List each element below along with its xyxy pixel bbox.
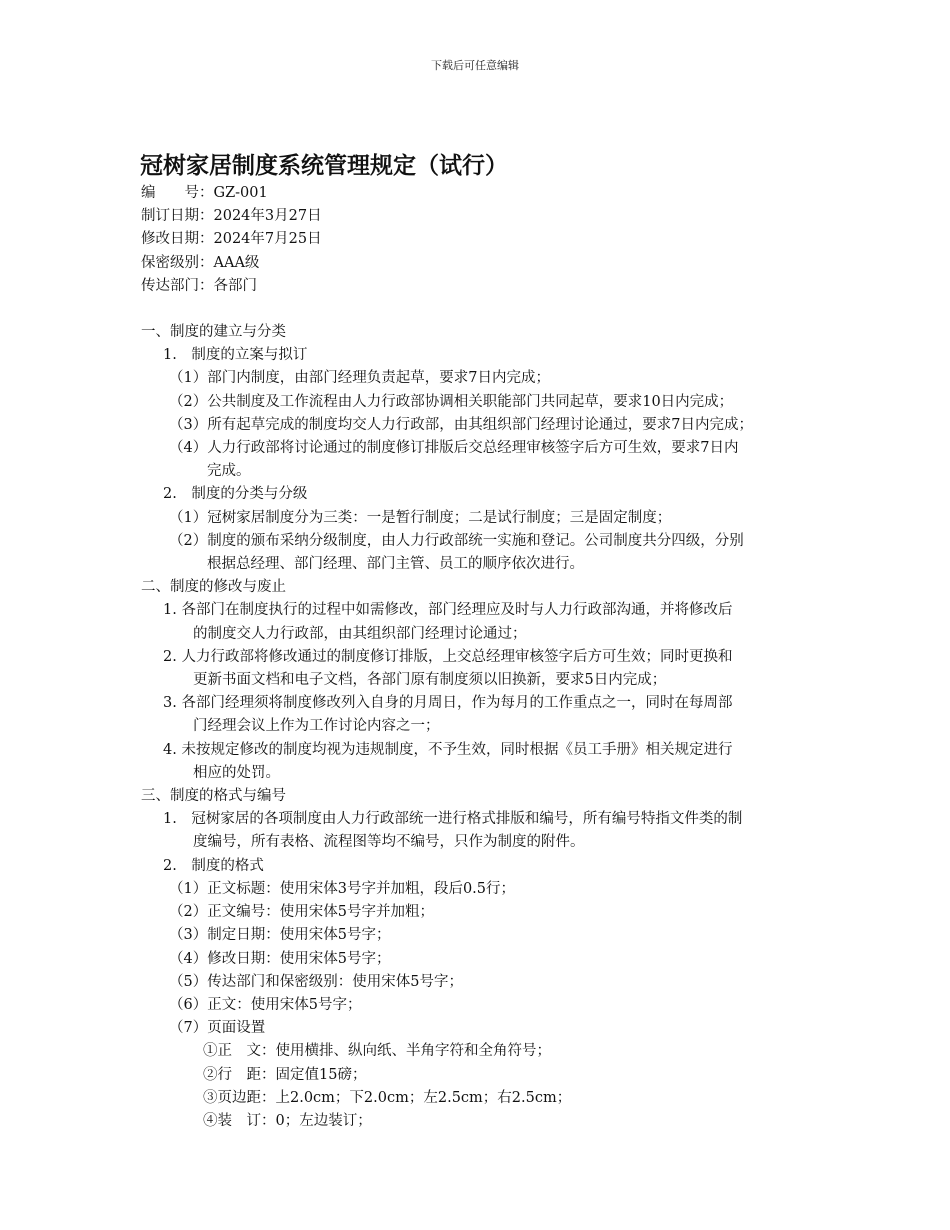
list-item: （4）人力行政部将讨论通过的制度修订排版后交总经理审核签字后方可生效，要求7日内 <box>169 440 739 457</box>
list-item: 2. 人力行政部将修改通过的制度修订排版，上交总经理审核签字后方可生效；同时更换和 <box>163 648 733 665</box>
list-item: （1）冠树家居制度分为三类：一是暂行制度；二是试行制度；三是固定制度； <box>169 509 672 526</box>
list-item-continuation: 的制度交人力行政部，由其组织部门经理讨论通过； <box>193 625 527 642</box>
format-item: （5）传达部门和保密级别：使用宋体5号字； <box>169 973 463 990</box>
meta-value: AAA级 <box>213 254 260 271</box>
list-item: （2）制度的颁布采纳分级制度，由人力行政部统一实施和登记。公司制度共分四级，分别 <box>169 532 744 549</box>
list-item: 1. 冠树家居的各项制度由人力行政部统一进行格式排版和编号，所有编号特指文件类的制 <box>163 811 743 828</box>
list-item-continuation: 根据总经理、部门经理、部门主管、员工的顺序依次进行。 <box>207 556 584 573</box>
meta-label: 修改日期： <box>141 231 214 248</box>
format-item: （2）正文编号：使用宋体5号字并加粗； <box>169 904 434 921</box>
subsection-heading: 2. 制度的格式 <box>163 857 264 874</box>
format-item: （6）正文：使用宋体5号字； <box>169 996 362 1013</box>
section-heading: 二、制度的修改与废止 <box>141 579 286 596</box>
meta-modified-date <box>141 228 821 251</box>
format-item: （1）正文标题：使用宋体3号字并加粗，段后0.5行； <box>169 880 516 897</box>
meta-value: 各部门 <box>213 277 257 294</box>
format-item: （4）修改日期：使用宋体5号字； <box>169 950 391 967</box>
subsection-heading: 1. 制度的立案与拟订 <box>163 347 308 364</box>
page-setting-item: ③页边距：上2.0cm；下2.0cm；左2.5cm；右2.5cm； <box>203 1089 572 1106</box>
section-heading: 一、制度的建立与分类 <box>141 324 286 341</box>
list-item-continuation: 更新书面文档和电子文档，各部门原有制度须以旧换新，要求5日内完成； <box>193 672 667 689</box>
meta-label: 编 号： <box>141 185 214 201</box>
document-body <box>141 150 821 1133</box>
page-header: 下载后可任意编辑 <box>431 59 519 72</box>
subsection-heading: 2. 制度的分类与分级 <box>163 486 308 503</box>
meta-label: 制订日期： <box>141 208 214 225</box>
page-setting-item: ④装 订：0；左边装订； <box>203 1112 372 1129</box>
list-item: （3）所有起草完成的制度均交人力行政部，由其组织部门经理讨论通过，要求7日内完成； <box>169 416 753 433</box>
list-item: （1）部门内制度，由部门经理负责起草，要求7日内完成； <box>169 370 550 387</box>
list-item-continuation: 相应的处罚。 <box>193 764 280 781</box>
meta-label: 传达部门： <box>141 277 214 294</box>
meta-label: 保密级别： <box>141 254 214 271</box>
list-item: 4. 未按规定修改的制度均视为违规制度，不予生效，同时根据《员工手册》相关规定进行 <box>163 741 733 758</box>
list-item-continuation: 门经理会议上作为工作讨论内容之一； <box>193 718 440 735</box>
list-item: 1. 各部门在制度执行的过程中如需修改，部门经理应及时与人力行政部沟通，并将修改后 <box>163 602 733 619</box>
list-item: 3. 各部门经理须将制度修改列入自身的月周日，作为每月的工作重点之一，同时在每周部 <box>163 695 733 712</box>
format-item: （7）页面设置 <box>169 1020 266 1037</box>
meta-value: GZ-001 <box>213 185 268 201</box>
format-item: （3）制定日期：使用宋体5号字； <box>169 927 391 944</box>
page-setting-item: ②行 距：固定值15磅； <box>203 1066 367 1083</box>
list-item: （2）公共制度及工作流程由人力行政部协调相关职能部门共同起草，要求10日内完成； <box>169 393 734 410</box>
meta-number <box>141 182 821 205</box>
list-item-continuation: 完成。 <box>207 463 251 480</box>
section-heading: 三、制度的格式与编号 <box>141 788 286 805</box>
meta-security-level <box>141 252 821 275</box>
document-title: 冠树家居制度系统管理规定（试行） <box>140 153 508 179</box>
meta-departments <box>141 275 821 298</box>
meta-value: 2024年3月27日 <box>213 208 322 225</box>
list-item-continuation: 度编号，所有表格、流程图等均不编号，只作为制度的附件。 <box>193 834 585 851</box>
meta-value: 2024年7月25日 <box>213 231 322 248</box>
page-setting-item: ①正 文：使用横排、纵向纸、半角字符和全角符号； <box>203 1043 551 1060</box>
document-meta <box>141 182 821 298</box>
meta-created-date <box>141 205 821 228</box>
